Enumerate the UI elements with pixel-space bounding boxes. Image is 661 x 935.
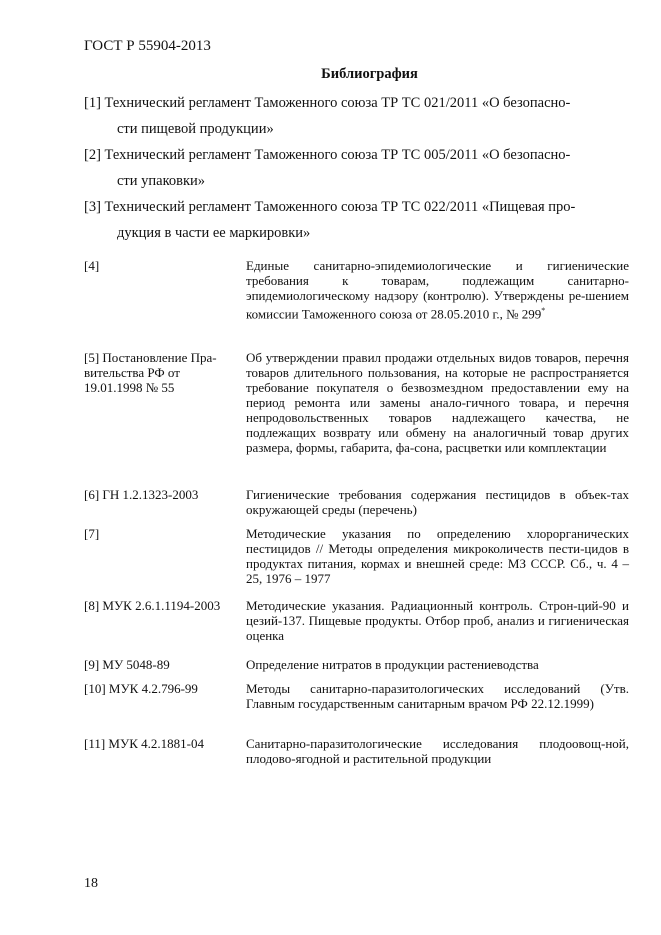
page-number: 18 bbox=[84, 876, 98, 891]
entry-description: Определение нитратов в продукции растениеводства bbox=[246, 657, 539, 672]
reference-line: [3] Технический регламент Таможенного союза ТР ТС 022/2011 «Пищевая про- bbox=[84, 199, 576, 215]
reference-line: [1] Технический регламент Таможенного союза ТР ТС 021/2011 «О безопасно- bbox=[84, 95, 571, 111]
entry-label: [10] МУК 4.2.796-99 bbox=[84, 681, 198, 696]
entry-text: Единые санитарно-эпидемиологические и гигиенические требования к товарам, подлежащим санитарно-эпидемиологическому надзору (контролю). Утверждены ре-шением комиссии Таможенного союза от 28.05.2010 г., № 299 bbox=[246, 258, 629, 322]
reference-3 bbox=[84, 194, 624, 246]
reference-2 bbox=[84, 142, 624, 194]
reference-1 bbox=[84, 90, 624, 142]
entry-label: [9] МУ 5048-89 bbox=[84, 657, 170, 672]
entry-description bbox=[246, 258, 629, 321]
reference-line-continued: сти упаковки» bbox=[117, 173, 206, 189]
entry-description: Об утверждении правил продажи отдельных видов товаров, перечня товаров длительного пользования, на которые не распространяется требование покупателя о безвозмездном предоставлении ему на период ремонта или замены анало-гичного товара, и перечня непродовольственных товаров надлежащего качества, не подлежащих возврату или обмену на аналогичный товар других размера, формы, габарита, фа-сона, расцветки или комплектации bbox=[246, 350, 629, 455]
entry-description: Методы санитарно-паразитологических исследований (Утв. Главным государственным санитарным врачом РФ 22.12.1999) bbox=[246, 681, 629, 711]
document-header: ГОСТ Р 55904-2013 bbox=[84, 38, 211, 54]
bibliography-title: Библиография bbox=[321, 66, 418, 82]
entry-label: [4] bbox=[84, 258, 100, 273]
footnote-mark: * bbox=[541, 306, 546, 315]
entry-description: Гигиенические требования содержания пестицидов в объек-тах окружающей среды (перечень) bbox=[246, 487, 629, 517]
entry-label: [11] МУК 4.2.1881-04 bbox=[84, 736, 204, 751]
entry-label: [8] МУК 2.6.1.1194-2003 bbox=[84, 598, 221, 613]
entry-description: Методические указания по определению хлорорганических пестицидов // Методы определения микроколичеств пести-цидов в продуктах питания, кормах и внешней среде: МЗ СССР. Сб., ч. 4 – 25, 1976 – 1977 bbox=[246, 526, 629, 586]
entry-label: [7] bbox=[84, 526, 100, 541]
reference-line: [2] Технический регламент Таможенного союза ТР ТС 005/2011 «О безопасно- bbox=[84, 147, 571, 163]
entry-label: [6] ГН 1.2.1323-2003 bbox=[84, 487, 199, 502]
reference-line-continued: дукция в части ее маркировки» bbox=[117, 225, 311, 241]
entry-description: Методические указания. Радиационный контроль. Строн-ций-90 и цезий-137. Пищевые продукты. Отбор проб, анализ и гигиеническая оценка bbox=[246, 598, 629, 643]
entry-label: [5] Постановление Пра-вительства РФ от 19.01.1998 № 55 bbox=[84, 350, 217, 395]
entry-description: Санитарно-паразитологические исследования плодоовощ-ной, плодово-ягодной и растительной продукции bbox=[246, 736, 629, 766]
reference-line-continued: сти пищевой продукции» bbox=[117, 121, 274, 137]
